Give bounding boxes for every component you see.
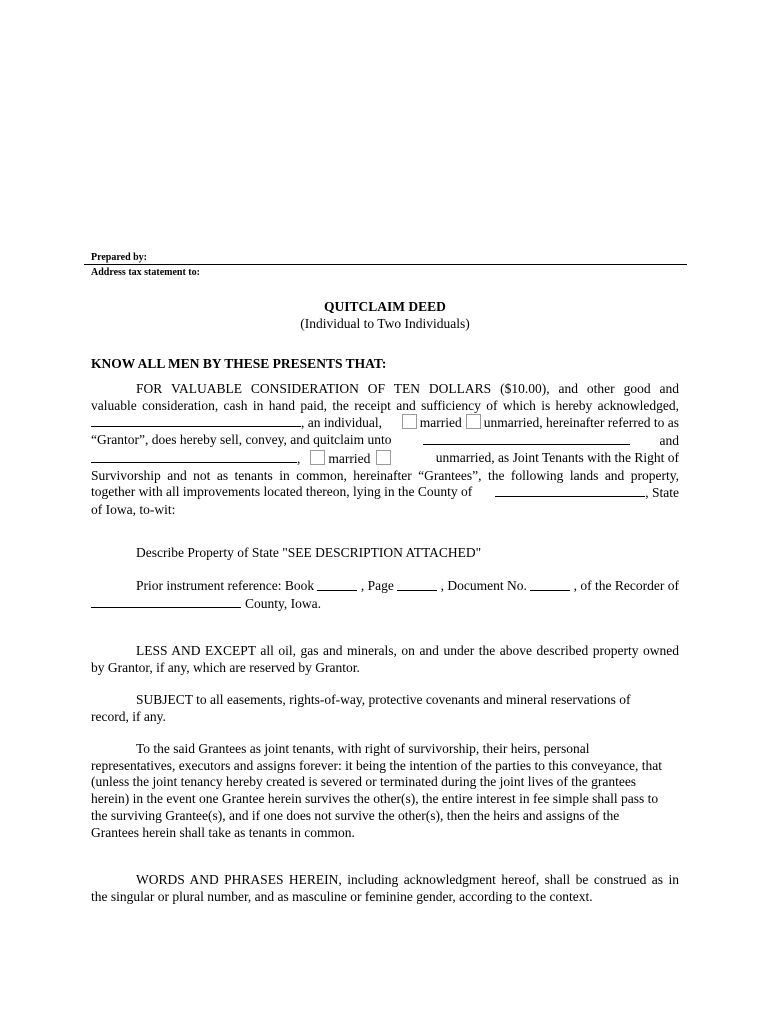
deed-subtitle: (Individual to Two Individuals) [300,316,470,331]
grantor-married-checkbox[interactable] [402,414,417,429]
grantee-1-name-blank[interactable] [423,432,630,445]
grantee-married-checkbox[interactable] [310,450,325,465]
joint-tenants-paragraph: To the said Grantees as joint tenants, with right of survivorship, their heirs, personal representatives, executors and assigns forever: it being the intention of the parties to this conveyance, that (unless the joint tenancy hereby created is severed or terminated during the joint lives of the grantees herein) in the event one Grantee herein survives the other(s), the entire interest in fee simple shall pass to the surviving Grantee(s), and if one does not survive the other(s), then the heirs and assigns of the Grantees herein shall take as tenants in common. [91,741,662,840]
words-phrases-paragraph: WORDS AND PHRASES HEREIN, including acknowledgment hereof, shall be construed as in the singular or plural number, and as masculine or feminine gender, according to the context. [91,872,679,904]
less-except-paragraph: LESS AND EXCEPT all oil, gas and minerals, on and under the above described property owned by Grantor, if any, which are reserved by Grantor. [91,643,679,675]
consideration-line-8: of Iowa, to-wit: [91,501,176,517]
county-blank[interactable] [495,484,645,497]
prior-line-2: County, Iowa. [91,595,679,613]
document-no-blank[interactable] [530,578,570,591]
prepared-by-label: Prepared by: [91,252,148,263]
consideration-line-6: Survivorship and not as tenants in common, hereinafter “Grantees”, the following lands and property, [91,467,679,483]
address-tax-label: Address tax statement to: [91,267,200,278]
consideration-line-5: , married unmarried, as Joint Tenants with the Right of [91,450,679,468]
deed-title: QUITCLAIM DEED [324,299,446,314]
recorder-county-blank[interactable] [91,595,241,608]
grantor-name-blank[interactable] [91,414,301,427]
describe-property: Describe Property of State "SEE DESCRIPTION ATTACHED" [136,545,482,560]
consideration-paragraph [91,381,679,519]
prior-instrument-paragraph [91,578,679,612]
consideration-line-2: valuable consideration, cash in hand paid, the receipt and sufficiency of which is hereby acknowledged, [91,397,679,413]
page-blank[interactable] [397,578,437,591]
prior-line-1: Prior instrument reference: Book , Page , Document No. , of the Recorder of [136,578,679,593]
grantee-2-name-blank[interactable] [91,450,297,463]
subject-paragraph: SUBJECT to all easements, rights-of-way, protective covenants and mineral reservations of record, if any. [91,692,631,724]
consideration-line-3: , an individual, married unmarried, hereinafter referred to as [91,414,679,432]
book-blank[interactable] [317,578,357,591]
header-divider [84,264,687,265]
consideration-line-1: FOR VALUABLE CONSIDERATION OF TEN DOLLARS ($10.00), and other good and [136,381,679,396]
consideration-line-4: “Grantor”, does hereby sell, convey, and quitclaim unto and [91,432,679,449]
know-all-heading: KNOW ALL MEN BY THESE PRESENTS THAT: [91,356,387,371]
grantee-unmarried-checkbox[interactable] [376,450,391,465]
grantor-unmarried-checkbox[interactable] [466,414,481,429]
consideration-line-7: together with all improvements located thereon, lying in the County of , State [91,484,679,501]
